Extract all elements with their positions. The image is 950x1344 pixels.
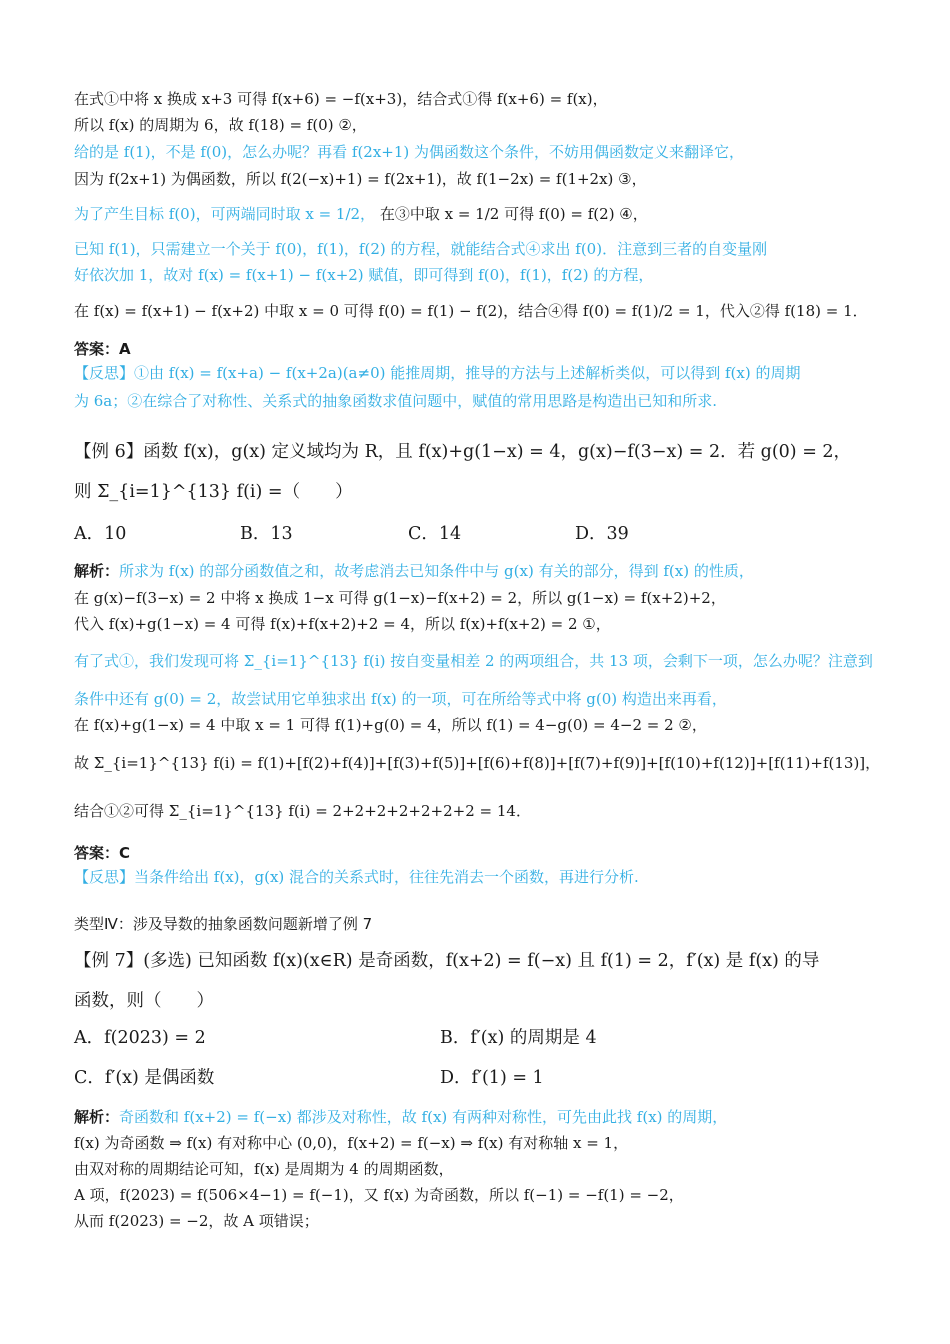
answer-line: 答案：C <box>74 844 131 862</box>
hint-text: 奇函数和 f(x+2) = f(−x) 都涉及对称性，故 f(x) 有两种对称性，可先由此找 f(x) 的周期， <box>119 1108 728 1126</box>
hint-line: 给的是 f(1)，不是 f(0)，怎么办呢？再看 f(2x+1) 为偶函数这个条件，不妨用偶函数定义来翻译它， <box>74 143 745 161</box>
reflection-line: 为 6a；②在综合了对称性、关系式的抽象函数求值问题中，赋值的常用思路是构造出已知和所求. <box>74 392 718 410</box>
solution-line: 在 f(x) = f(x+1) − f(x+2) 中取 x = 0 可得 f(0) = f(1) − f(2)，结合④得 f(0) = f(1)/2 = 1，代入②得 f(18) = 1． <box>74 302 868 320</box>
option-c: C．14 <box>408 524 462 544</box>
analysis-label: 解析： <box>74 562 120 580</box>
reflection-line <box>74 362 884 384</box>
hint-line: 条件中还有 g(0) = 2，故尝试用它单独求出 f(x) 的一项，可在所给等式中将 g(0) 构造出来再看， <box>74 690 727 708</box>
option-a: A．10 <box>74 524 127 544</box>
hint-text: 为了产生目标 f(0)，可两端同时取 x = 1/2， <box>74 205 376 223</box>
option-a: A．f(2023) = 2 <box>74 1028 206 1048</box>
hint-line: 好依次加 1，故对 f(x) = f(x+1) − f(x+2) 赋值，即可得到 f(0)，f(1)，f(2) 的方程， <box>74 266 654 284</box>
option-c: C．f′(x) 是偶函数 <box>74 1068 215 1088</box>
example-7-question-cont: 函数，则（ ） <box>74 991 214 1011</box>
example-6-question: 【例 6】函数 f(x)，g(x) 定义域均为 R，且 f(x)+g(1−x) = 4，g(x)−f(3−x) = 2．若 g(0) = 2， <box>74 442 852 462</box>
solution-text: 在③中取 x = 1/2 可得 f(0) = f(2) ④， <box>379 205 648 223</box>
hint-text: 所求为 f(x) 的部分函数值之和，故考虑消去已知条件中与 g(x) 有关的部分，得到 f(x) 的性质， <box>119 562 754 580</box>
option-d: D．f′(1) = 1 <box>440 1068 544 1088</box>
solution-line: A 项，f(2023) = f(506×4−1) = f(−1)，又 f(x) 为奇函数，所以 f(−1) = −f(1) = −2， <box>74 1186 684 1204</box>
solution-line: 代入 f(x)+g(1−x) = 4 可得 f(x)+f(x+2)+2 = 4，所以 f(x)+f(x+2) = 2 ①， <box>74 615 611 633</box>
solution-line <box>74 203 884 225</box>
analysis-label: 解析： <box>74 1108 120 1126</box>
solution-line: f(x) 为奇函数 ⇒ f(x) 有对称中心 (0,0)，f(x+2) = f(−x) ⇒ f(x) 有对称轴 x = 1， <box>74 1134 629 1152</box>
solution-line: 在 f(x)+g(1−x) = 4 中取 x = 1 可得 f(1)+g(0) = 4，所以 f(1) = 4−g(0) = 4−2 = 2 ②， <box>74 716 707 734</box>
solution-line: 由双对称的周期结论可知，f(x) 是周期为 4 的周期函数， <box>74 1160 454 1178</box>
hint-line: 有了式①，我们发现可将 Σ_{i=1}^{13} f(i) 按自变量相差 2 的两项组合，共 13 项，会剩下一项，怎么办呢？注意到 <box>74 652 873 670</box>
reflection-text: 当条件给出 f(x)，g(x) 混合的关系式时，往往先消去一个函数，再进行分析. <box>134 868 639 886</box>
reflection-label: 【反思】 <box>74 364 135 382</box>
solution-line: 故 Σ_{i=1}^{13} f(i) = f(1)+[f(2)+f(4)]+[f(3)+f(5)]+[f(6)+f(8)]+[f(7)+f(9)]+[f(10)+f(12)]+[f(11)+f(13)]， <box>74 754 881 772</box>
reflection-line <box>74 866 884 888</box>
analysis-line <box>74 560 884 582</box>
example-6-question-cont: 则 Σ_{i=1}^{13} f(i) =（ ） <box>74 482 353 502</box>
analysis-line <box>74 1106 884 1128</box>
example-7-question: 【例 7】(多选) 已知函数 f(x)(x∈R) 是奇函数，f(x+2) = f(−x) 且 f(1) = 2，f′(x) 是 f(x) 的导 <box>74 951 820 971</box>
option-b: B．f′(x) 的周期是 4 <box>440 1028 597 1048</box>
reflection-text: ①由 f(x) = f(x+a) − f(x+2a)(a≠0) 能推周期，推导的方法与上述解析类似，可以得到 f(x) 的周期 <box>134 364 801 382</box>
option-b: B．13 <box>240 524 293 544</box>
option-d: D．39 <box>575 524 629 544</box>
solution-line: 因为 f(2x+1) 为偶函数，所以 f(2(−x)+1) = f(2x+1)，故 f(1−2x) = f(1+2x) ③， <box>74 170 647 188</box>
reflection-label: 【反思】 <box>74 868 135 886</box>
answer-line: 答案：A <box>74 340 131 358</box>
section-heading: 类型Ⅳ：涉及导数的抽象函数问题新增了例 7 <box>74 915 373 933</box>
solution-line: 所以 f(x) 的周期为 6，故 f(18) = f(0) ②， <box>74 116 367 134</box>
solution-line: 在式①中将 x 换成 x+3 可得 f(x+6) = −f(x+3)，结合式①得 f(x+6) = f(x)， <box>74 90 608 108</box>
solution-line: 结合①②可得 Σ_{i=1}^{13} f(i) = 2+2+2+2+2+2+2 = 14． <box>74 802 531 820</box>
solution-line: 从而 f(2023) = −2，故 A 项错误； <box>74 1212 319 1230</box>
hint-line: 已知 f(1)，只需建立一个关于 f(0)，f(1)，f(2) 的方程，就能结合式④求出 f(0)．注意到三者的自变量刚 <box>74 240 768 258</box>
solution-line: 在 g(x)−f(3−x) = 2 中将 x 换成 1−x 可得 g(1−x)−f(x+2) = 2，所以 g(1−x) = f(x+2)+2， <box>74 589 726 607</box>
